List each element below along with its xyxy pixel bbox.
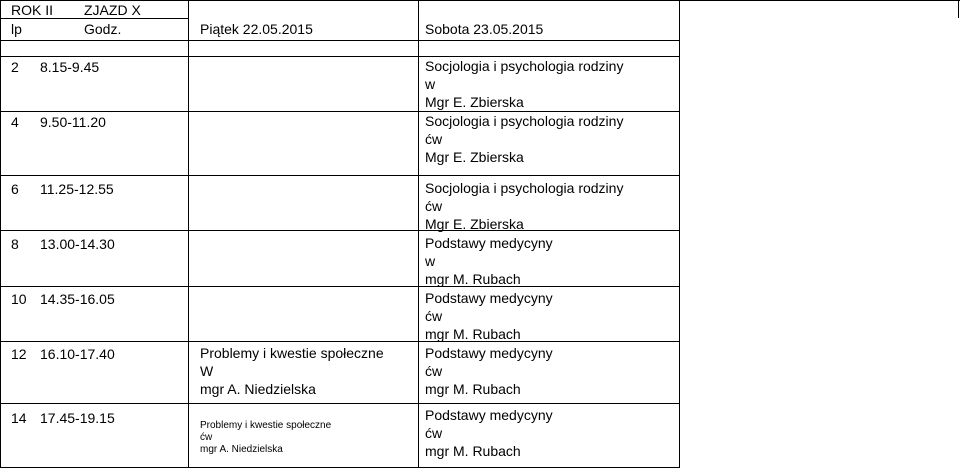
header-zjazd: ZJAZD X [84,2,141,18]
row-lp: 14 [11,410,27,426]
row-sobota-cell [425,289,553,343]
lecturer: mgr M. Rubach [425,271,521,287]
grid-line-row-10 [0,286,680,287]
header-rok: ROK II [11,2,54,18]
grid-line-row-12 [0,341,680,342]
course-name: Podstawy medycyny [425,235,553,251]
row-time: 9.50-11.20 [40,114,106,130]
course-name: Socjologia i psychologia rodziny [425,58,624,74]
row-lp: 4 [11,114,19,130]
lecturer: mgr M. Rubach [425,326,521,342]
grid-line-row-6 [0,175,680,176]
row-lp: 2 [11,59,19,75]
grid-line-bottom [0,467,680,468]
grid-line-col-lp [188,0,189,468]
row-lp: 12 [11,346,27,362]
grid-line-row-14 [0,403,680,404]
class-type: ćw [425,308,443,324]
row-lp: 6 [11,181,19,197]
lecturer: mgr M. Rubach [425,443,521,459]
lecturer: Mgr E. Zbierska [425,94,524,110]
lecturer: mgr A. Niedzielska [200,444,283,455]
row-piatek-cell [200,344,384,398]
row-time: 13.00-14.30 [40,236,115,252]
header-lp: lp [11,21,22,37]
class-type: W [200,363,214,379]
row-sobota-cell [425,57,623,111]
row-time: 17.45-19.15 [40,410,115,426]
row-sobota-cell [425,344,553,398]
row-sobota-cell [425,112,623,166]
header-sobota: Sobota 23.05.2015 [425,21,544,37]
header-godz: Godz. [84,21,122,37]
lecturer: Mgr E. Zbierska [425,216,524,232]
row-sobota-cell [425,406,553,460]
course-name: Socjologia i psychologia rodziny [425,113,624,129]
grid-line-top [0,0,960,1]
grid-line-header-1 [0,18,188,19]
course-name: Problemy i kwestie społeczne [200,345,384,361]
class-type: ćw [200,432,213,443]
course-name: Podstawy medycyny [425,290,553,306]
course-name: Podstawy medycyny [425,345,553,361]
class-type: ćw [425,131,443,147]
row-time: 11.25-12.55 [40,181,114,197]
course-name: Podstawy medycyny [425,407,553,423]
row-time: 16.10-17.40 [40,346,115,362]
row-sobota-cell [425,179,623,233]
row-piatek-cell [200,420,331,456]
lecturer: mgr M. Rubach [425,381,521,397]
row-time: 8.15-9.45 [40,59,100,75]
grid-line-col-sobota [418,0,419,468]
class-type: ćw [425,363,443,379]
lecturer: mgr A. Niedzielska [200,381,316,397]
grid-line-page-right [958,0,959,18]
grid-line-left [0,0,1,468]
course-name: Problemy i kwestie społeczne [200,420,332,431]
row-lp: 8 [11,236,19,252]
grid-line-col-right [679,0,680,468]
row-time: 14.35-16.05 [40,291,115,307]
grid-line-header-2 [0,40,680,41]
class-type: w [425,76,436,92]
lecturer: Mgr E. Zbierska [425,149,524,165]
class-type: ćw [425,425,443,441]
class-type: w [425,253,436,269]
course-name: Socjologia i psychologia rodziny [425,180,624,196]
row-lp: 10 [11,291,27,307]
class-type: ćw [425,198,443,214]
header-piatek: Piątek 22.05.2015 [200,21,313,37]
row-sobota-cell [425,234,553,288]
